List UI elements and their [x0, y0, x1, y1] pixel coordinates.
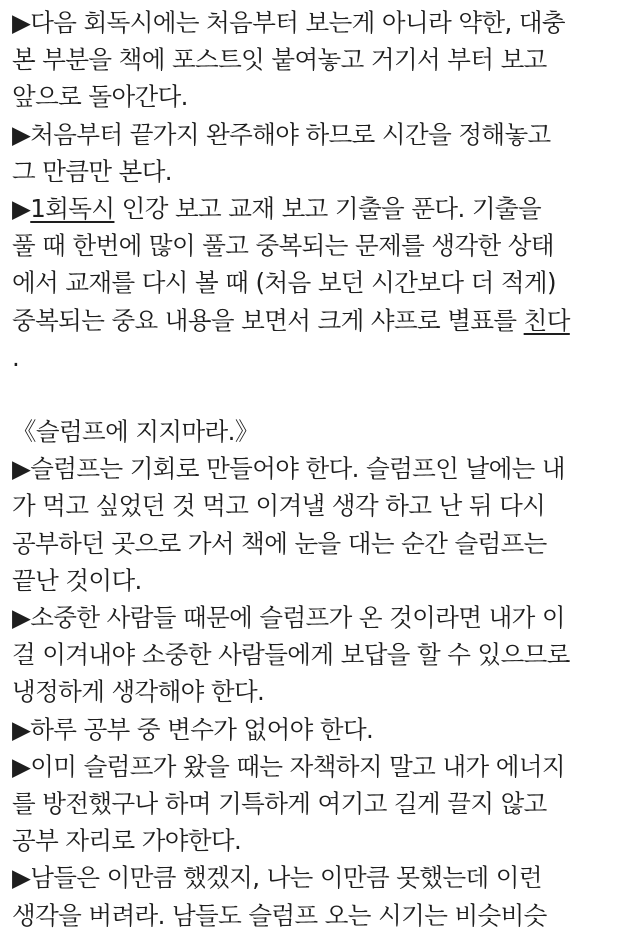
text-segment: 중복되는 중요 내용을 보면서 크게 샤프로 별표를 — [12, 305, 524, 335]
blank-line — [12, 376, 612, 413]
text-line: . — [12, 342, 20, 372]
text-line: 본 부분을 책에 포스트잇 붙여놓고 거기서 부터 보고 — [12, 45, 547, 75]
text-line: ▶슬럼프는 기회로 만들어야 한다. 슬럼프인 날에는 내 — [12, 454, 565, 484]
text-line: 에서 교재를 다시 볼 때 (처음 보던 시간보다 더 적게) — [12, 268, 556, 298]
document-text — [12, 4, 612, 934]
text-line: ▶남들은 이만큼 했겠지, 나는 이만큼 못했는데 이런 — [12, 863, 542, 893]
text-line — [12, 302, 612, 339]
bullet-marker: ▶ — [12, 193, 31, 223]
underlined-term[interactable]: 친다 — [523, 305, 570, 335]
text-line: 생각을 버려라. 남들도 슬럼프 오는 시기는 비슷비슷 — [12, 900, 547, 930]
text-line: ▶하루 공부 중 변수가 없어야 한다. — [12, 714, 374, 744]
text-line: 냉정하게 생각해야 한다. — [12, 677, 265, 707]
text-line — [12, 190, 612, 227]
text-line: 풀 때 한번에 많이 풀고 중복되는 문제를 생각한 상태 — [12, 231, 554, 261]
text-line: 그 만큼만 본다. — [12, 156, 172, 186]
text-line: 끝난 것이다. — [12, 565, 142, 595]
text-line: ▶처음부터 끝가지 완주해야 하므로 시간을 정해놓고 — [12, 119, 551, 149]
underlined-term[interactable]: 1회독시 — [30, 193, 115, 223]
text-line: ▶소중한 사람들 때문에 슬럼프가 온 것이라면 내가 이 — [12, 603, 565, 632]
text-line: 가 먹고 싶었던 것 먹고 이겨낼 생각 하고 난 뒤 다시 — [12, 491, 546, 521]
section-heading: 《슬럼프에 지지마라.》 — [12, 417, 259, 447]
text-line: 걸 이겨내야 소중한 사람들에게 보답을 할 수 있으므로 — [12, 640, 570, 670]
text-line: 앞으로 돌아간다. — [12, 82, 188, 112]
text-line: 공부하던 곳으로 가서 책에 눈을 대는 순간 슬럼프는 — [12, 528, 547, 558]
text-line: 를 방전했구나 하며 기특하게 여기고 길게 끌지 않고 — [12, 788, 547, 818]
text-segment: 인강 보고 교재 보고 기출을 푼다. 기출을 — [114, 193, 542, 223]
text-line: ▶다음 회독시에는 처음부터 보는게 아니라 약한, 대충 — [12, 8, 565, 37]
text-line: 공부 자리로 가야한다. — [12, 826, 242, 856]
text-line: ▶이미 슬럼프가 왔을 때는 자책하지 말고 내가 에너지 — [12, 751, 565, 781]
